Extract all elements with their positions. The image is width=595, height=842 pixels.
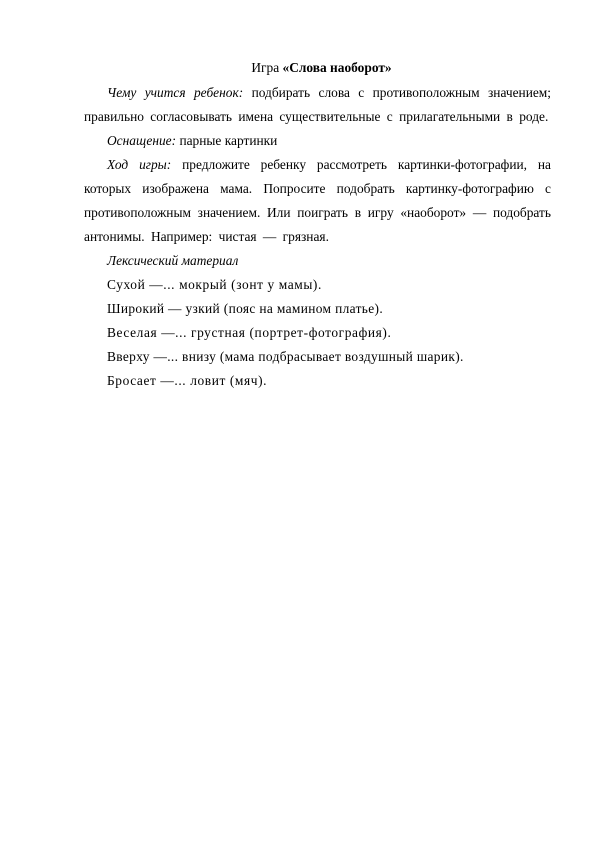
learning-goal-text: подбирать слова с противоположным значением; правильно согласовывать имена существительные с прилагательными в роде.: [84, 85, 551, 124]
paragraph-game-procedure: [84, 153, 551, 249]
equipment-label: Оснащение:: [107, 133, 177, 148]
lexical-item: Вверху —... внизу (мама подбрасывает воздушный шарик).: [107, 349, 464, 364]
lexical-item: Веселая —... грустная (портрет-фотография).: [107, 325, 392, 340]
learning-goal-label: Чему учится ребенок:: [107, 85, 244, 100]
equipment-text: парные картинки: [176, 133, 278, 148]
paragraph-equipment: [84, 129, 551, 153]
title-game-name: «Слова наоборот»: [282, 60, 392, 75]
game-procedure-text: предложите ребенку рассмотреть картинки-фотографии, на которых изображена мама. Попросите подобрать картинку-фотографию с противоположным значением. Или поиграть в игру «наоборот» — подобрать антонимы. Например: чистая — грязная.: [84, 157, 551, 244]
lexical-material-heading: Лексический материал: [107, 253, 239, 268]
lexical-item: Сухой —... мокрый (зонт у мамы).: [107, 277, 322, 292]
document-body: [84, 56, 551, 393]
lexical-item: Широкий — узкий (пояс на мамином платье).: [107, 301, 384, 316]
paragraph-learning-goal: [84, 81, 551, 129]
document-title: [84, 56, 551, 80]
game-procedure-label: Ход игры:: [107, 157, 172, 172]
title-prefix: Игра: [251, 60, 283, 75]
lexical-item: Бросает —... ловит (мяч).: [107, 373, 268, 388]
